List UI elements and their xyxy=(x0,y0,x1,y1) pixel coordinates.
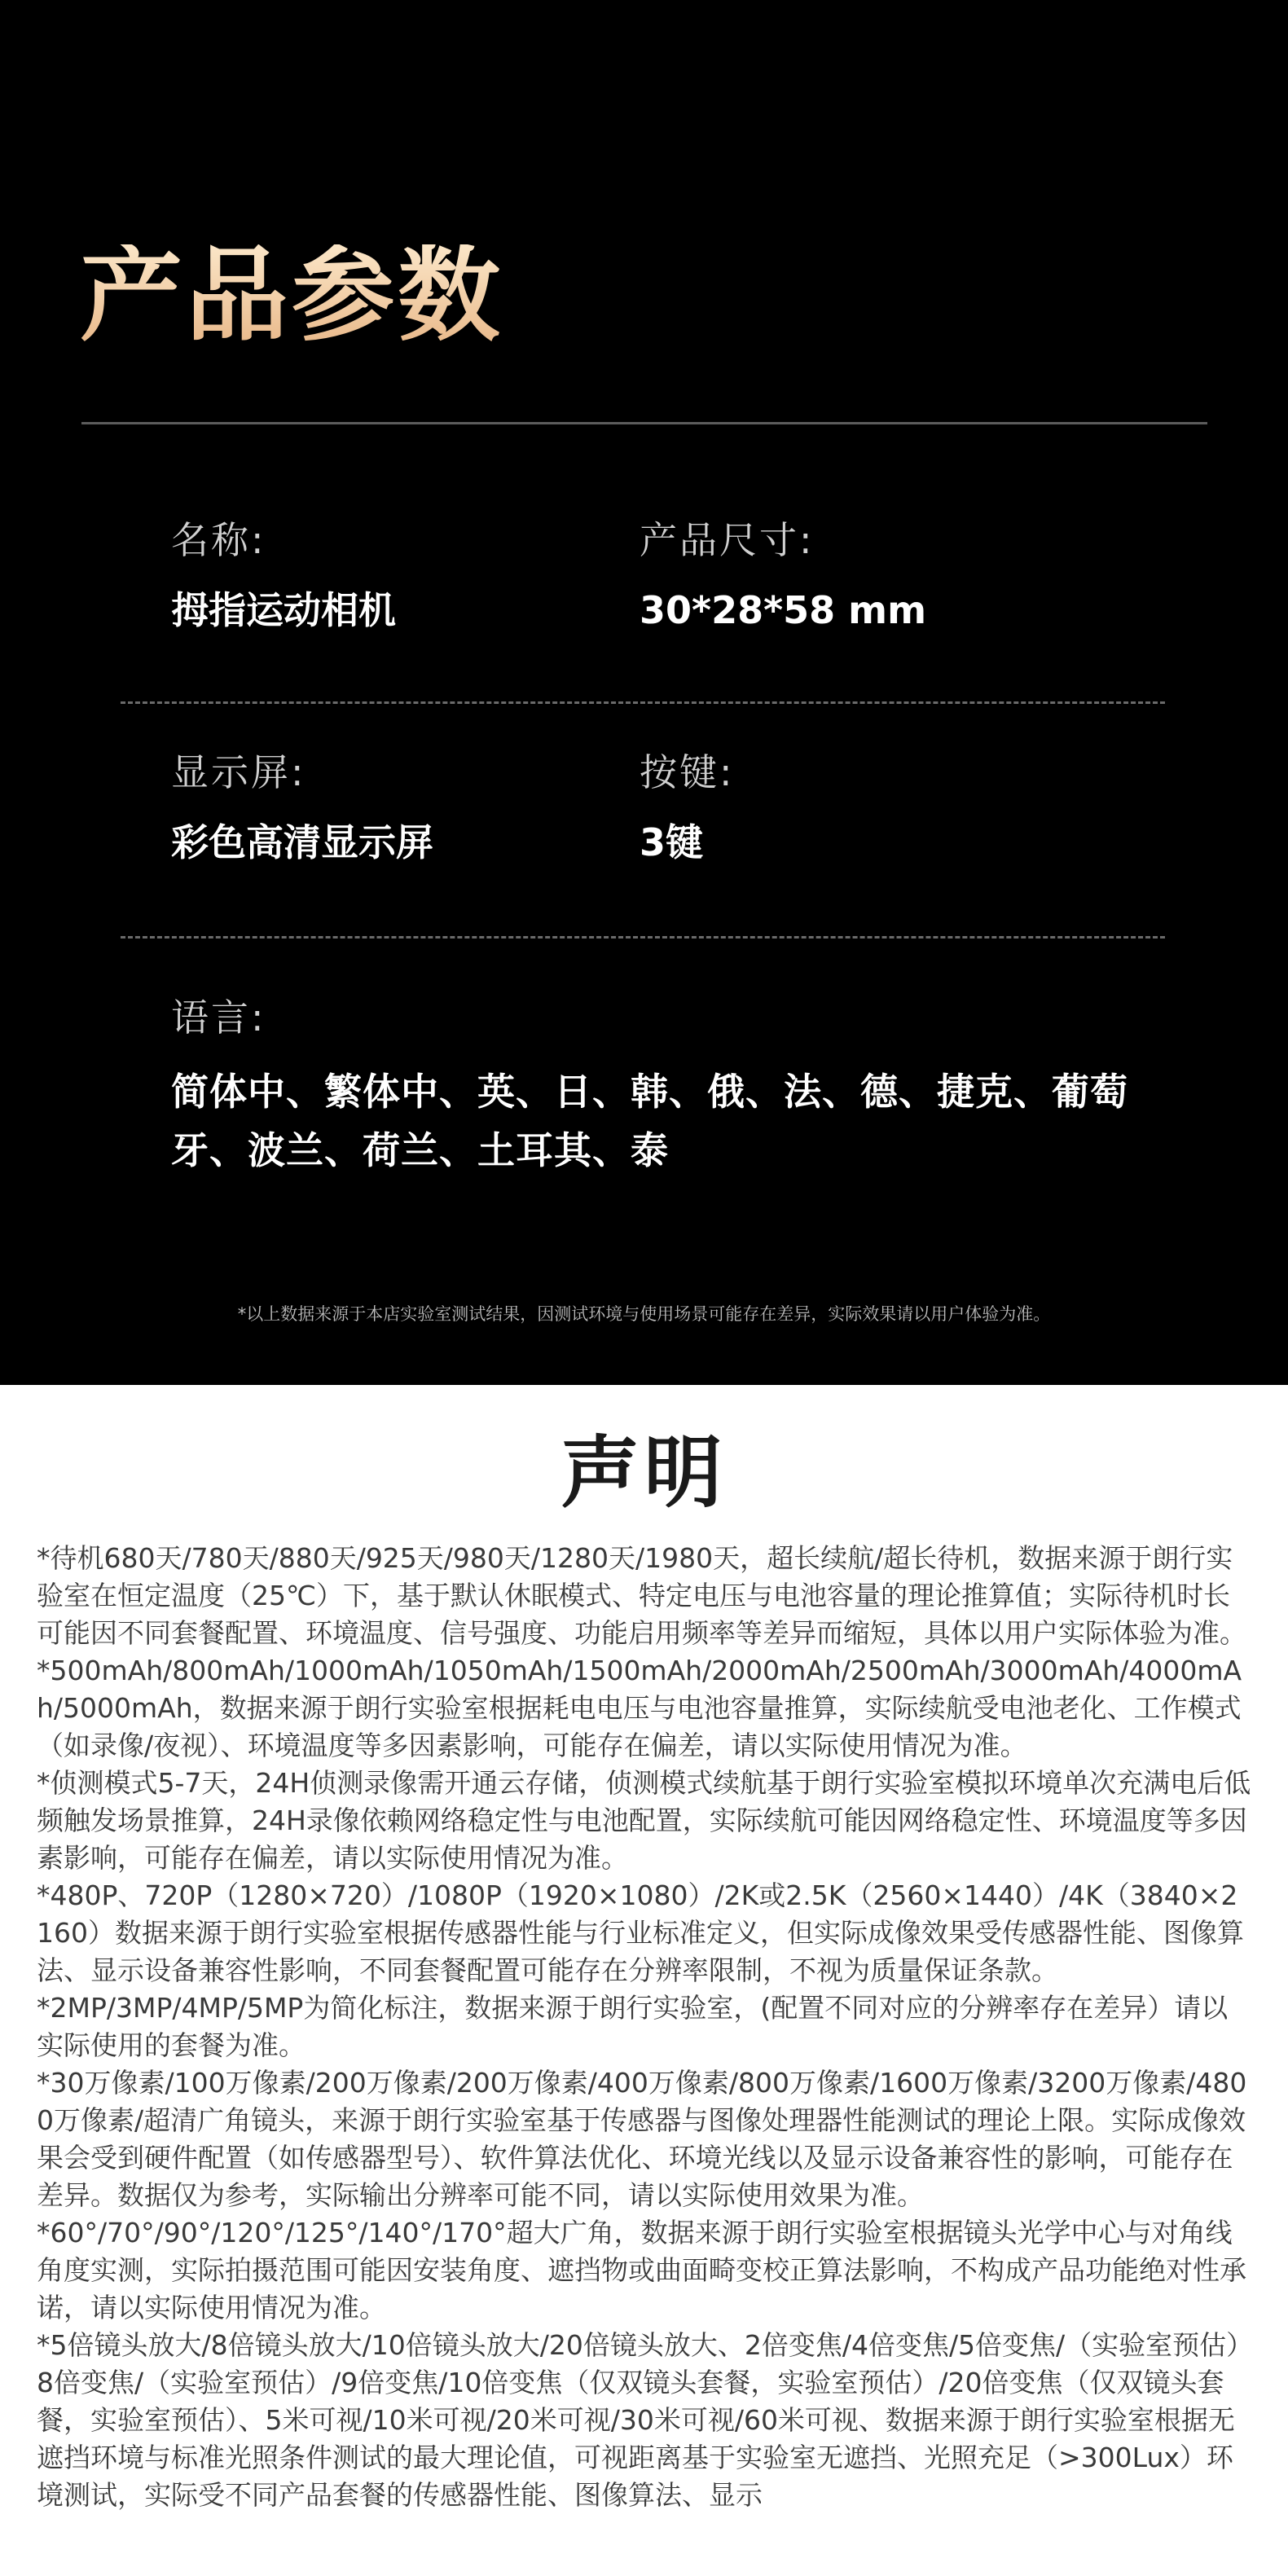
disclaimer-item: *30万像素/100万像素/200万像素/200万像素/400万像素/800万像素/1600万像素/3200万像素/4800万像素/超清广角镜头，来源于朗行实验室基于传感器与图像处理器性能测试的理论上限。实际成像效果会受到硬件配置（如传感器型号）、软件算法优化、环境光线以及显示设备兼容性的影响，可能存在差异。数据仅为参考，实际输出分辨率可能不同，请以实际使用效果为准。 xyxy=(37,2067,1247,2211)
spec-display xyxy=(171,750,433,864)
spec-size-value: 30*28*58 mm xyxy=(640,588,927,632)
spec-size-label: 产品尺寸: xyxy=(640,518,815,562)
disclaimer-item: *480P、720P（1280×720）/1080P（1920×1080）/2K或2.5K（2560×1440）/4K（3840×2160）数据来源于朗行实验室根据传感器性能与行业标准定义，但实际成像效果受传感器性能、图像算法、显示设备兼容性影响，不同套餐配置可能存在分辨率限制，不视为质量保证条款。 xyxy=(37,1879,1244,1986)
disclaimer-item: *待机680天/780天/880天/925天/980天/1280天/1980天，超长续航/超长待机，数据来源于朗行实验室在恒定温度（25℃）下，基于默认休眠模式、特定电压与电池容量的理论推算值；实际待机时长可能因不同套餐配置、环境温度、信号强度、功能启用频率等差异而缩短，具体以用户实际体验为准。 xyxy=(37,1542,1246,1649)
disclaimer-item: *2MP/3MP/4MP/5MP为简化标注，数据来源于朗行实验室，(配置不同对应的分辨率存在差异）请以实际使用的套餐为准。 xyxy=(37,1992,1229,2061)
dashed-divider xyxy=(121,701,1165,704)
title-divider xyxy=(81,422,1207,424)
spec-buttons xyxy=(640,750,735,864)
disclaimer-item: *60°/70°/90°/120°/125°/140°/170°超大广角，数据来源于朗行实验室根据镜头光学中心与对角线角度实测，实际拍摄范围可能因安装角度、遮挡物或曲面畸变校正算法影响，不构成产品功能绝对性承诺，请以实际使用情况为准。 xyxy=(37,2217,1246,2323)
spec-language xyxy=(171,996,1132,1180)
spec-language-label: 语言: xyxy=(171,996,266,1040)
disclaimer-title: 声明 xyxy=(560,1427,728,1519)
disclaimer-item: *500mAh/800mAh/1000mAh/1050mAh/1500mAh/2000mAh/2500mAh/3000mAh/4000mAh/5000mAh，数据来源于朗行实验室根据耗电电压与电池容量推算，实际续航受电池老化、工作模式（如录像/夜视）、环境温度等多因素影响，可能存在偏差，请以实际使用情况为准。 xyxy=(37,1655,1242,1761)
spec-buttons-value: 3键 xyxy=(640,820,704,864)
spec-language-value: 简体中、繁体中、英、日、韩、俄、法、德、捷克、葡萄牙、波兰、荷兰、土耳其、泰 xyxy=(171,1070,1128,1172)
dashed-divider xyxy=(121,936,1165,939)
disclaimer-item: *侦测模式5-7天，24H侦测录像需开通云存储，侦测模式续航基于朗行实验室模拟环境单次充满电后低频触发场景推算，24H录像依赖网络稳定性与电池配置，实际续航可能因网络稳定性、环境温度等多因素影响，可能存在偏差，请以实际使用情况为准。 xyxy=(37,1767,1251,1874)
spec-name-value: 拇指运动相机 xyxy=(171,588,396,632)
specs-footnote: *以上数据来源于本店实验室测试结果，因测试环境与使用场景可能存在差异，实际效果请以用户体验为准。 xyxy=(237,1304,1051,1324)
spec-size xyxy=(640,518,927,632)
spec-name xyxy=(171,518,396,632)
specs-title: 产品参数 xyxy=(80,235,503,355)
spec-display-label: 显示屏: xyxy=(171,750,306,794)
spec-buttons-label: 按键: xyxy=(640,750,735,794)
disclaimer-item: *5倍镜头放大/8倍镜头放大/10倍镜头放大/20倍镜头放大、2倍变焦/4倍变焦/5倍变焦/（实验室预估）8倍变焦/（实验室预估）/9倍变焦/10倍变焦（仅双镜头套餐，实验室预估）/20倍变焦（仅双镜头套餐，实验室预估）、5米可视/10米可视/20米可视/30米可视/60米可视、数据来源于朗行实验室根据无遮挡环境与标准光照条件测试的最大理论值，可视距离基于实验室无遮挡、光照充足（>300Lux）环境测试，实际受不同产品套餐的传感器性能、图像算法、显示 xyxy=(37,2329,1254,2511)
disclaimer-list xyxy=(37,1540,1255,2514)
disclaimer-section xyxy=(0,1385,1288,2576)
spec-name-label: 名称: xyxy=(171,518,266,562)
spec-display-value: 彩色高清显示屏 xyxy=(171,820,433,864)
